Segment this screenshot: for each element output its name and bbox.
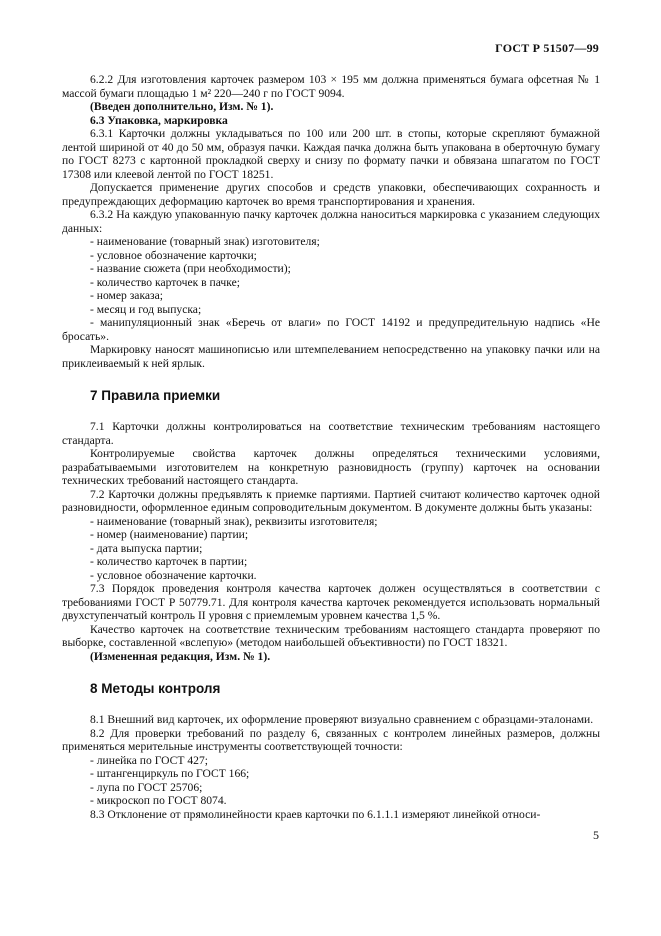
list-item: - номер (наименование) партии;	[90, 528, 249, 541]
list-item: - штангенциркуль по ГОСТ 166;	[90, 767, 250, 780]
page-body	[62, 73, 600, 821]
paragraph-6-3-2: 6.3.2 На каждую упакованную пачку карточек должна наноситься маркировка с указанием следующих данных:	[62, 208, 600, 235]
paragraph-7-1: 7.1 Карточки должны контролироваться на соответствие техническим требованиям настоящего стандарта.	[62, 420, 600, 447]
paragraph-6-3-2-extra: Маркировку наносят машинописью или штемпелеванием непосредственно на упаковку пачки или на приклеиваемый к ней ярлык.	[62, 343, 600, 370]
paragraph-7-2: 7.2 Карточки должны предъявлять к приемке партиями. Партией считают количество карточек одной разновидности, оформленное единым сопроводительным документом. В документе должны быть указаны:	[62, 487, 600, 514]
document-header: ГОСТ Р 51507—99	[495, 41, 599, 55]
paragraph-7-3: 7.3 Порядок проведения контроля качества карточек должен осуществляться в соответствии с требованиями ГОСТ Р 50779.71. Для контроля качества карточек рекомендуется использовать нормальный двухступенчатый контроль II уровня с приемлемым уровнем качества 1,5 %.	[62, 582, 600, 622]
section-title-7: 7 Правила приемки	[90, 388, 221, 403]
subsection-title-6-3: 6.3 Упаковка, маркировка	[90, 113, 228, 127]
list-item: - условное обозначение карточки;	[90, 248, 257, 262]
list-item: - месяц и год выпуска;	[90, 302, 202, 316]
list-item: - название сюжета (при необходимости);	[90, 262, 291, 275]
section-title-8: 8 Методы контроля	[90, 681, 221, 696]
list-item: - количество карточек в партии;	[90, 555, 248, 568]
paragraph-6-2-2: 6.2.2 Для изготовления карточек размером 103 × 195 мм должна применяться бумага офсетная № 1 массой бумаги площадью 1 м² 220—240 г по ГОСТ 9094.	[62, 73, 600, 100]
paragraph-8-3: 8.3 Отклонение от прямолинейности краев карточки по 6.1.1.1 измеряют линейкой относи-	[90, 807, 541, 821]
page-number: 5	[593, 828, 599, 842]
paragraph-6-3-1: 6.3.1 Карточки должны укладываться по 100 или 200 шт. в стопы, которые скрепляют бумажной лентой шириной от 40 до 50 мм, образуя пачки. Каждая пачка должна быть упакована в оберточную бумагу по ГОСТ 8273 с картонной прокладкой сверху и снизу по формату пачки и обвязана шпагатом по ГОСТ 17308 или клеевой лентой по ГОСТ 18251.	[62, 127, 600, 181]
list-item: - условное обозначение карточки.	[90, 568, 257, 582]
list-item-wrapped: - манипуляционный знак «Беречь от влаги» по ГОСТ 14192 и предупредительную надпись «Не бросать».	[62, 316, 600, 343]
list-item: - линейка по ГОСТ 427;	[90, 753, 208, 767]
paragraph-6-3-1-extra: Допускается применение других способов и средств упаковки, обеспечивающих сохранность и предупреждающих деформацию карточек во время транспортирования и хранения.	[62, 181, 600, 208]
paragraph-7-3-extra: Качество карточек на соответствие техническим требованиям настоящего стандарта проверяют по выборке, составленной «вслепую» (методом наибольшей объективности) по ГОСТ 18321.	[62, 622, 600, 649]
list-item: - номер заказа;	[90, 289, 163, 302]
list-item: - микроскоп по ГОСТ 8074.	[90, 794, 227, 807]
paragraph-8-2: 8.2 Для проверки требований по разделу 6, связанных с контролем линейных размеров, должны применяться мерительные инструменты соответствующей точности:	[62, 726, 600, 753]
amendment-note: (Введен дополнительно, Изм. № 1).	[90, 100, 274, 113]
paragraph-7-1-extra: Контролируемые свойства карточек должны определяться техническими условиями, разрабатываемыми изготовителем на конкретную разновидность (группу) карточек на основании технических требований настоящего стандарта.	[62, 447, 600, 487]
paragraph-8-1: 8.1 Внешний вид карточек, их оформление проверяют визуально сравнением с образцами-эталонами.	[90, 713, 594, 726]
list-item: - количество карточек в пачке;	[90, 275, 240, 289]
list-item: - дата выпуска партии;	[90, 541, 203, 555]
amendment-note: (Измененная редакция, Изм. № 1).	[90, 649, 271, 663]
list-item: - лупа по ГОСТ 25706;	[90, 780, 203, 794]
list-item: - наименование (товарный знак), реквизиты изготовителя;	[90, 514, 378, 528]
list-item: - наименование (товарный знак) изготовителя;	[90, 235, 320, 248]
